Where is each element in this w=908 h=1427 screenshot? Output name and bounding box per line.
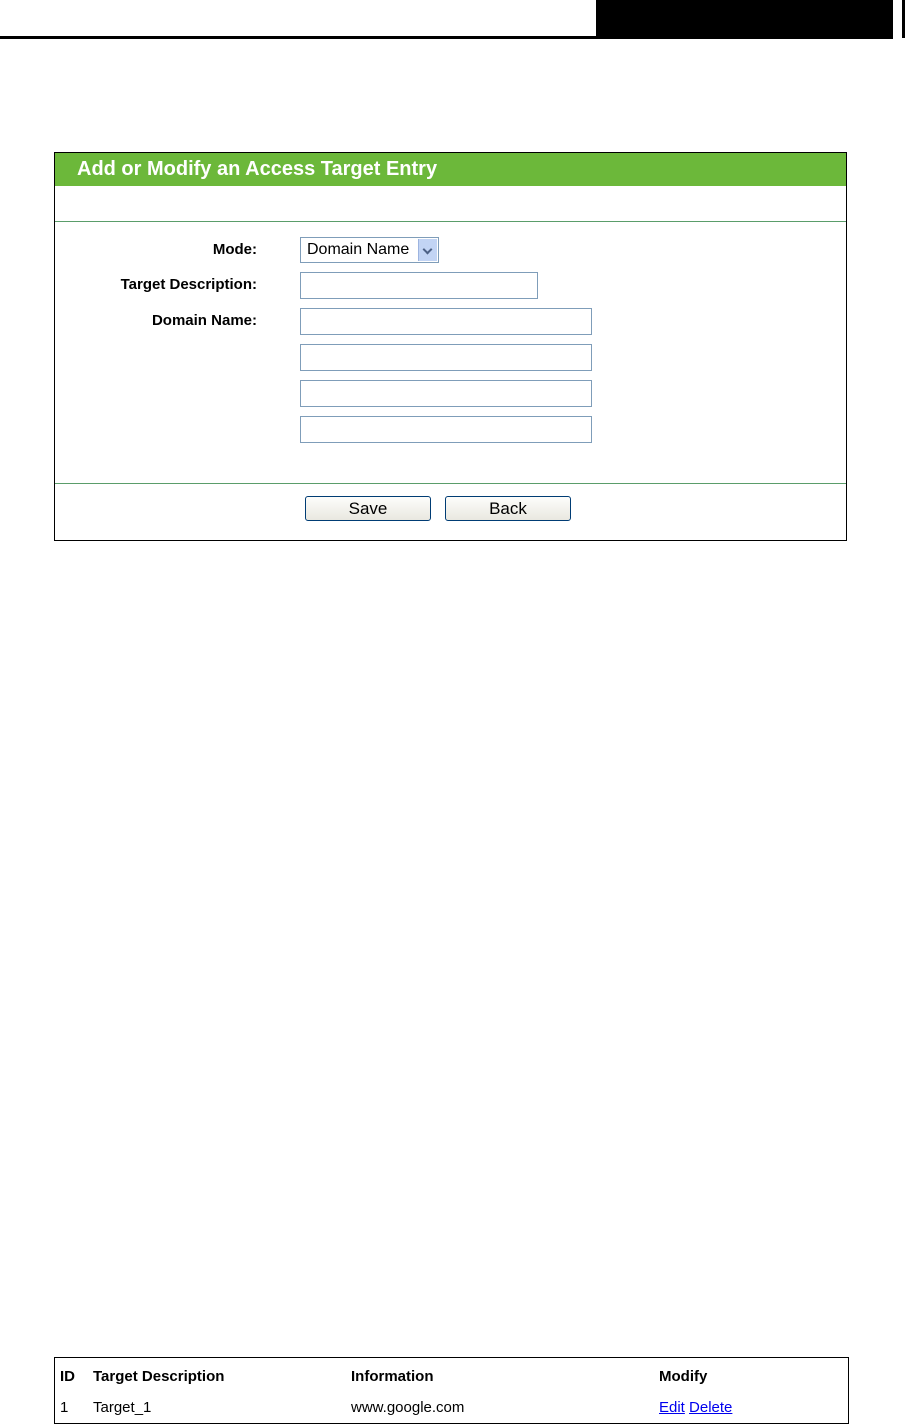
row-id: 1: [60, 1399, 69, 1416]
form-title: Add or Modify an Access Target Entry: [55, 153, 846, 186]
target-description-input[interactable]: [300, 272, 538, 299]
chevron-down-icon[interactable]: [418, 239, 437, 261]
access-target-form: [54, 152, 847, 541]
header-rule: [0, 36, 893, 39]
divider-top: [55, 221, 846, 222]
edit-link[interactable]: Edit: [659, 1399, 685, 1416]
domain-name-input-2[interactable]: [300, 344, 592, 371]
save-button[interactable]: Save: [305, 496, 431, 521]
row-description: Target_1: [93, 1399, 152, 1416]
header-id: ID: [60, 1368, 75, 1385]
mode-label: Mode:: [212, 241, 257, 258]
divider-bottom: [55, 483, 846, 484]
domain-name-input-3[interactable]: [300, 380, 592, 407]
header-tab: [596, 0, 893, 38]
delete-link[interactable]: Delete: [689, 1399, 733, 1416]
back-button[interactable]: Back: [445, 496, 571, 521]
domain-name-input-1[interactable]: [300, 308, 592, 335]
header-information: Information: [351, 1368, 434, 1385]
target-description-label: Target Description:: [120, 276, 257, 293]
access-target-table: [54, 1357, 849, 1424]
row-information: www.google.com: [351, 1399, 465, 1416]
header-target-description: Target Description: [93, 1368, 225, 1385]
domain-name-label: Domain Name:: [151, 312, 257, 329]
domain-name-input-4[interactable]: [300, 416, 592, 443]
mode-select-value: Domain Name: [307, 241, 410, 258]
header-bar: [902, 0, 905, 38]
header-modify: Modify: [659, 1368, 708, 1385]
mode-select[interactable]: [300, 237, 439, 263]
row-modify: [659, 1399, 732, 1416]
